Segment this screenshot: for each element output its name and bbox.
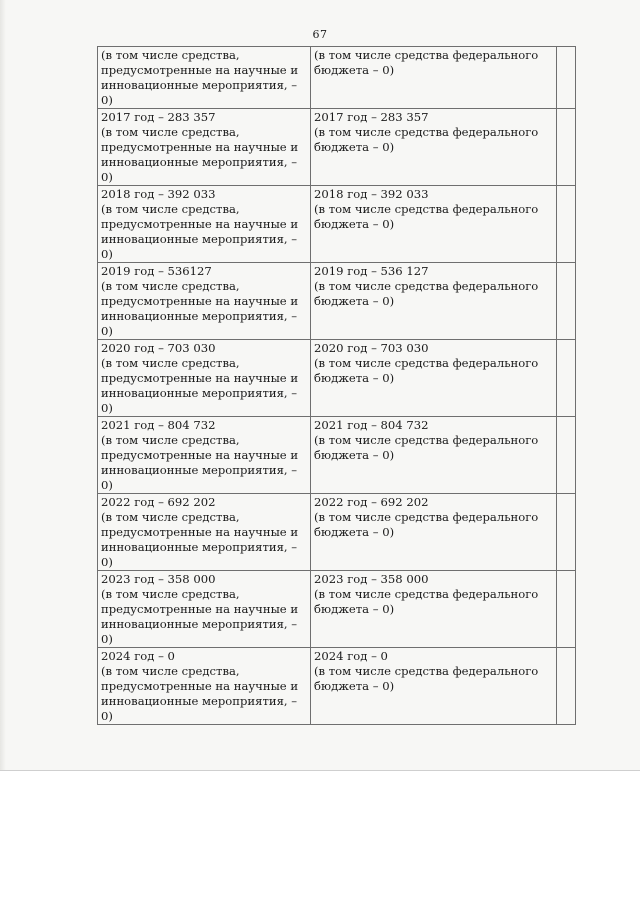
cell-text-line: бюджета – 0) — [314, 140, 395, 154]
funding-cell-total — [98, 494, 311, 571]
cell-text-line: (в том числе средства, — [101, 433, 240, 447]
funding-cell-federal — [311, 417, 557, 494]
cell-text-line: 2019 год – 536 127 — [314, 264, 429, 278]
funding-cell-total — [98, 186, 311, 263]
cell-text-line: 0) — [101, 478, 113, 492]
funding-cell-total — [98, 417, 311, 494]
cell-text-line: (в том числе средства федерального — [314, 356, 539, 370]
scan-edge-shadow — [0, 0, 6, 770]
cell-text-line: 2018 год – 392 033 — [314, 187, 429, 201]
cell-text-line: инновационные мероприятия, – — [101, 232, 298, 246]
cell-text-line: 0) — [101, 709, 113, 723]
cell-text-line: 2024 год – 0 — [101, 649, 175, 663]
empty-cell — [557, 494, 576, 571]
cell-text-line: 0) — [101, 632, 113, 646]
cell-text-line: (в том числе средства федерального — [314, 202, 539, 216]
empty-cell — [557, 571, 576, 648]
cell-text-line: бюджета – 0) — [314, 602, 395, 616]
cell-text-line: (в том числе средства федерального — [314, 48, 539, 62]
cell-text-line: инновационные мероприятия, – — [101, 463, 298, 477]
cell-text-line: бюджета – 0) — [314, 679, 395, 693]
empty-cell — [557, 186, 576, 263]
cell-text-line: бюджета – 0) — [314, 217, 395, 231]
empty-cell — [557, 340, 576, 417]
cell-text-line: бюджета – 0) — [314, 525, 395, 539]
funding-cell-federal — [311, 340, 557, 417]
cell-text-line: инновационные мероприятия, – — [101, 617, 298, 631]
cell-text-line: 2019 год – 536127 — [101, 264, 212, 278]
cell-text-line: бюджета – 0) — [314, 448, 395, 462]
cell-text-line: (в том числе средства, — [101, 202, 240, 216]
cell-text-line: (в том числе средства, — [101, 510, 240, 524]
table-row — [98, 494, 576, 571]
cell-text-line: (в том числе средства федерального — [314, 587, 539, 601]
cell-text-line: 2022 год – 692 202 — [101, 495, 216, 509]
table-row — [98, 109, 576, 186]
table-row — [98, 47, 576, 109]
cell-text-line: (в том числе средства, — [101, 279, 240, 293]
funding-cell-federal — [311, 494, 557, 571]
cell-text-line: 2018 год – 392 033 — [101, 187, 216, 201]
empty-cell — [557, 417, 576, 494]
cell-text-line: 2020 год – 703 030 — [314, 341, 429, 355]
empty-cell — [557, 47, 576, 109]
empty-cell — [557, 109, 576, 186]
funding-cell-federal — [311, 263, 557, 340]
funding-cell-total — [98, 648, 311, 725]
funding-cell-total — [98, 109, 311, 186]
cell-text-line: бюджета – 0) — [314, 63, 395, 77]
funding-cell-federal — [311, 571, 557, 648]
cell-text-line: 0) — [101, 401, 113, 415]
cell-text-line: бюджета – 0) — [314, 371, 395, 385]
cell-text-line: (в том числе средства федерального — [314, 433, 539, 447]
table-row — [98, 417, 576, 494]
table-row — [98, 571, 576, 648]
cell-text-line: (в том числе средства федерального — [314, 510, 539, 524]
cell-text-line: инновационные мероприятия, – — [101, 694, 298, 708]
cell-text-line: 2024 год – 0 — [314, 649, 388, 663]
cell-text-line: предусмотренные на научные и — [101, 63, 299, 77]
cell-text-line: 2017 год – 283 357 — [101, 110, 216, 124]
cell-text-line: 0) — [101, 93, 113, 107]
funding-cell-total — [98, 340, 311, 417]
cell-text-line: 0) — [101, 555, 113, 569]
empty-cell — [557, 263, 576, 340]
cell-text-line: 2023 год – 358 000 — [101, 572, 216, 586]
cell-text-line: (в том числе средства, — [101, 664, 240, 678]
table-row — [98, 186, 576, 263]
cell-text-line: предусмотренные на научные и — [101, 602, 299, 616]
funding-cell-total — [98, 571, 311, 648]
table-row — [98, 263, 576, 340]
cell-text-line: 0) — [101, 170, 113, 184]
funding-cell-total — [98, 263, 311, 340]
page-number: 67 — [312, 28, 328, 41]
budget-table-body — [98, 47, 576, 725]
cell-text-line: 0) — [101, 324, 113, 338]
funding-cell-federal — [311, 186, 557, 263]
budget-table — [97, 46, 576, 725]
cell-text-line: инновационные мероприятия, – — [101, 78, 298, 92]
cell-text-line: 2023 год – 358 000 — [314, 572, 429, 586]
cell-text-line: (в том числе средства федерального — [314, 125, 539, 139]
cell-text-line: инновационные мероприятия, – — [101, 386, 298, 400]
cell-text-line: (в том числе средства, — [101, 48, 240, 62]
cell-text-line: 2021 год – 804 732 — [314, 418, 429, 432]
cell-text-line: (в том числе средства федерального — [314, 279, 539, 293]
cell-text-line: предусмотренные на научные и — [101, 371, 299, 385]
table-row — [98, 340, 576, 417]
cell-text-line: предусмотренные на научные и — [101, 525, 299, 539]
cell-text-line: 2021 год – 804 732 — [101, 418, 216, 432]
cell-text-line: предусмотренные на научные и — [101, 294, 299, 308]
cell-text-line: 2020 год – 703 030 — [101, 341, 216, 355]
funding-cell-federal — [311, 109, 557, 186]
cell-text-line: инновационные мероприятия, – — [101, 309, 298, 323]
funding-cell-federal — [311, 648, 557, 725]
cell-text-line: (в том числе средства федерального — [314, 664, 539, 678]
cell-text-line: предусмотренные на научные и — [101, 217, 299, 231]
empty-cell — [557, 648, 576, 725]
cell-text-line: (в том числе средства, — [101, 125, 240, 139]
table-row — [98, 648, 576, 725]
funding-cell-total — [98, 47, 311, 109]
cell-text-line: предусмотренные на научные и — [101, 140, 299, 154]
cell-text-line: инновационные мероприятия, – — [101, 155, 298, 169]
cell-text-line: 0) — [101, 247, 113, 261]
cell-text-line: (в том числе средства, — [101, 587, 240, 601]
cell-text-line: инновационные мероприятия, – — [101, 540, 298, 554]
cell-text-line: предусмотренные на научные и — [101, 448, 299, 462]
cell-text-line: бюджета – 0) — [314, 294, 395, 308]
cell-text-line: (в том числе средства, — [101, 356, 240, 370]
cell-text-line: предусмотренные на научные и — [101, 679, 299, 693]
cell-text-line: 2017 год – 283 357 — [314, 110, 429, 124]
cell-text-line: 2022 год – 692 202 — [314, 495, 429, 509]
funding-cell-federal — [311, 47, 557, 109]
